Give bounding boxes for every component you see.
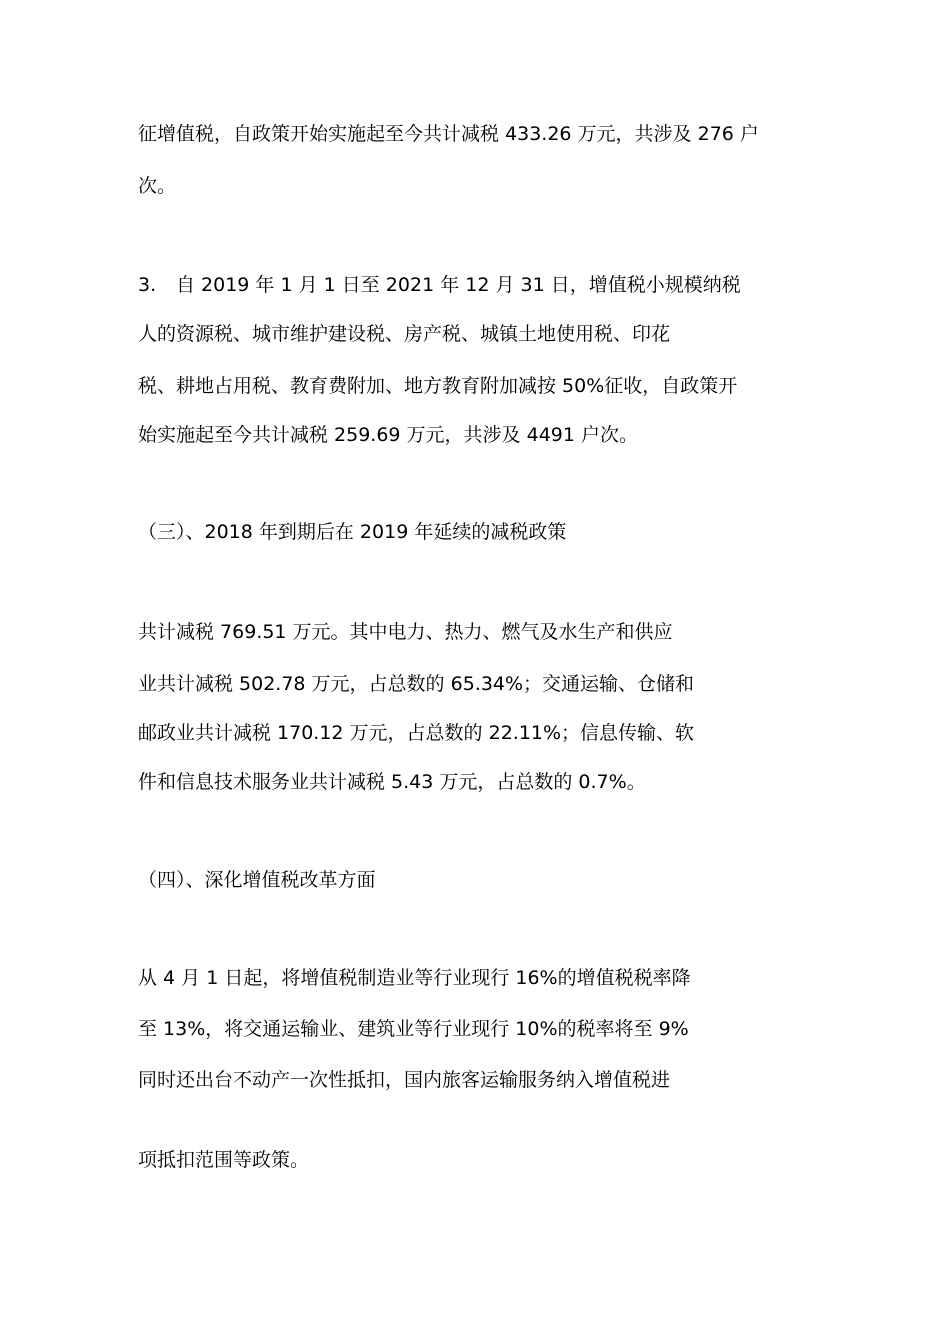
paragraph-4-line-3: 同时还出台不动产一次性抵扣，国内旅客运输服务纳入增值税进 xyxy=(138,1069,671,1091)
paragraph-2-line-2: 人的资源税、城市维护建设税、房产税、城镇土地使用税、印花 xyxy=(138,323,671,345)
paragraph-3-line-1: 共计减税 769.51 万元。其中电力、热力、燃气及水生产和供应 xyxy=(138,621,673,643)
paragraph-2-line-3: 税、耕地占用税、教育费附加、地方教育附加减按 50%征收，自政策开 xyxy=(138,375,738,397)
paragraph-3-line-4: 件和信息技术服务业共计减税 5.43 万元，占总数的 0.7%。 xyxy=(138,771,646,793)
section-heading-4: （四）、深化增值税改革方面 xyxy=(138,869,376,891)
paragraph-2-line-1-text: 自 2019 年 1 月 1 日至 2021 年 12 月 31 日，增值税小规模纳税 xyxy=(176,274,741,296)
paragraph-1-line-1: 征增值税，自政策开始实施起至今共计减税 433.26 万元，共涉及 276 户 xyxy=(138,123,759,145)
paragraph-4-line-1: 从 4 月 1 日起，将增值税制造业等行业现行 16%的增值税税率降 xyxy=(138,967,691,989)
paragraph-2-line-4: 始实施起至今共计减税 259.69 万元，共涉及 4491 户次。 xyxy=(138,424,638,446)
section-heading-3: （三）、2018 年到期后在 2019 年延续的减税政策 xyxy=(138,521,567,543)
list-number: 3. xyxy=(138,274,157,296)
paragraph-3-line-3: 邮政业共计减税 170.12 万元，占总数的 22.11%；信息传输、软 xyxy=(138,722,695,744)
paragraph-4-line-2: 至 13%，将交通运输业、建筑业等行业现行 10%的税率将至 9% xyxy=(138,1018,689,1040)
paragraph-2-line-1 xyxy=(138,273,741,297)
paragraph-3-line-2: 业共计减税 502.78 万元，占总数的 65.34%；交通运输、仓储和 xyxy=(138,673,695,695)
paragraph-1-line-2: 次。 xyxy=(138,175,177,197)
paragraph-4-line-4: 项抵扣范围等政策。 xyxy=(138,1149,310,1171)
